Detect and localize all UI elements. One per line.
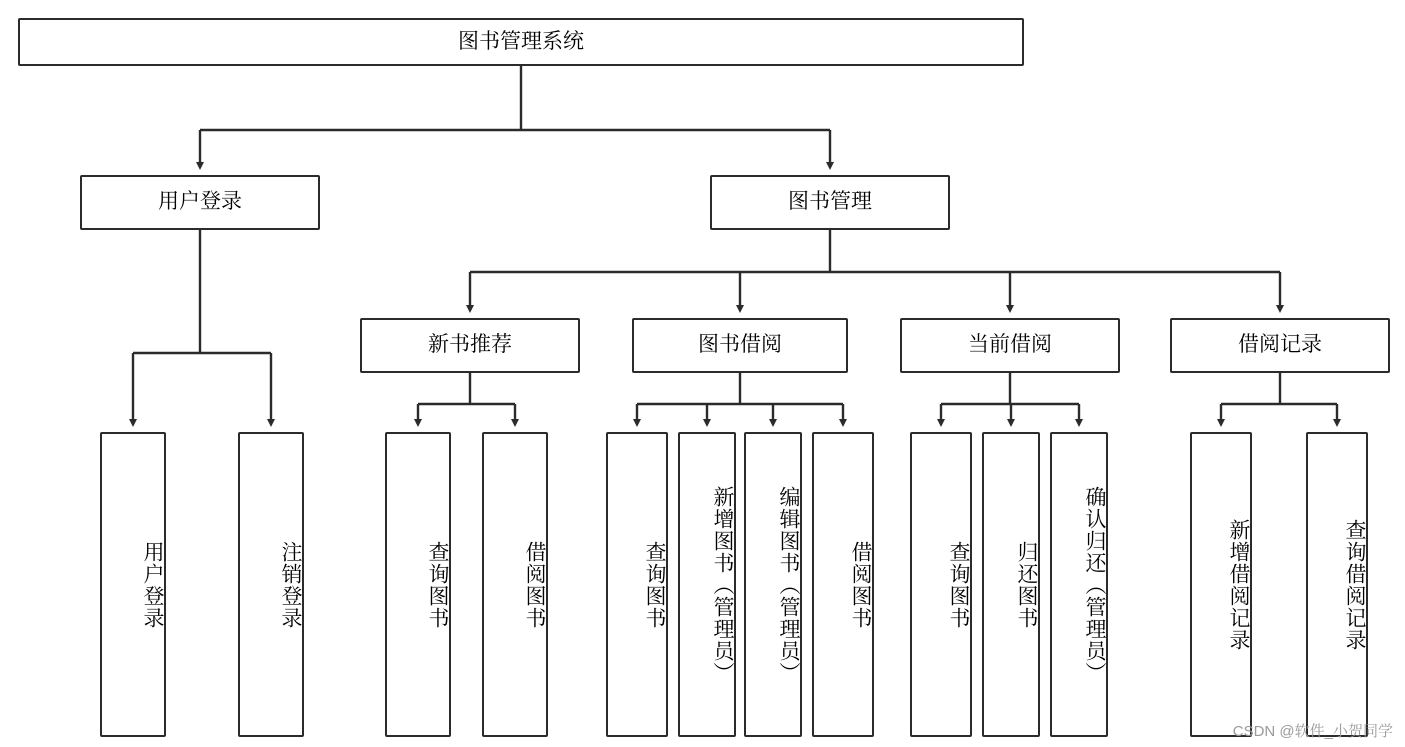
node-book-borrow — [632, 318, 848, 373]
leaf-query-borrow-record — [1306, 432, 1368, 737]
node-label: 用户登录 — [141, 540, 164, 629]
node-label: 借阅图书 — [523, 540, 546, 629]
node-label: 查询图书 — [643, 540, 666, 629]
leaf-borrow-book — [812, 432, 874, 737]
leaf-return-book — [982, 432, 1040, 737]
node-label: 编辑图书（管理员） — [777, 485, 800, 684]
node-new-book-recommend — [360, 318, 580, 373]
node-label: 查询借阅记录 — [1343, 518, 1366, 651]
leaf-add-book-admin — [678, 432, 736, 737]
node-user-login — [80, 175, 320, 230]
node-label: 查询图书 — [947, 540, 970, 629]
node-label: 查询图书 — [426, 540, 449, 629]
node-label: 图书管理 — [788, 190, 872, 214]
node-current-borrow — [900, 318, 1120, 373]
watermark-text: CSDN @软件_小贺同学 — [1232, 723, 1393, 740]
leaf-edit-book-admin — [744, 432, 802, 737]
leaf-query-book-borrow — [606, 432, 668, 737]
node-label: 新增图书（管理员） — [711, 485, 734, 684]
leaf-query-book-current — [910, 432, 972, 737]
node-book-management — [710, 175, 950, 230]
leaf-logout — [238, 432, 304, 737]
node-root — [18, 18, 1024, 66]
node-label: 用户登录 — [158, 190, 242, 214]
node-borrow-record — [1170, 318, 1390, 373]
node-label: 图书管理系统 — [458, 29, 584, 53]
node-label: 借阅记录 — [1238, 333, 1322, 357]
leaf-user-login — [100, 432, 166, 737]
node-label: 借阅图书 — [849, 540, 872, 629]
node-label: 当前借阅 — [968, 333, 1052, 357]
leaf-add-borrow-record — [1190, 432, 1252, 737]
node-label: 新书推荐 — [428, 333, 512, 357]
node-label: 归还图书 — [1015, 540, 1038, 629]
leaf-query-book-recommend — [385, 432, 451, 737]
node-label: 确认归还（管理员） — [1083, 485, 1106, 684]
node-label: 新增借阅记录 — [1227, 518, 1250, 651]
node-label: 注销登录 — [279, 540, 302, 629]
node-label: 图书借阅 — [698, 333, 782, 357]
leaf-borrow-book-recommend — [482, 432, 548, 737]
leaf-confirm-return-admin — [1050, 432, 1108, 737]
